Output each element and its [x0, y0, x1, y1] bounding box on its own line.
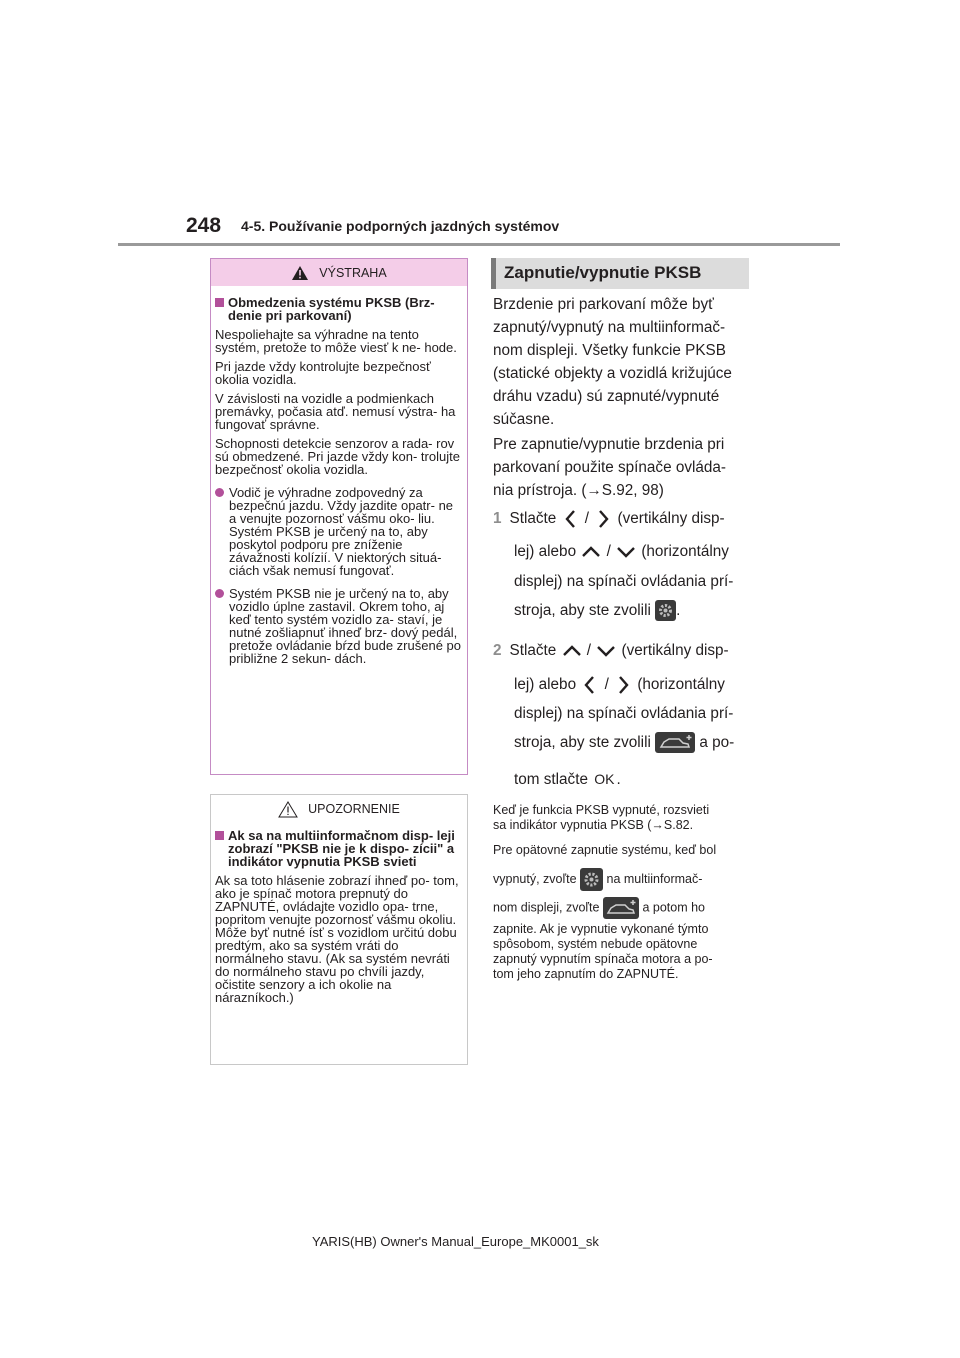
- step-number: 2: [493, 642, 502, 659]
- intro-line: Brzdenie pri parkovaní môže byť: [493, 296, 714, 313]
- round-bullet-icon: [215, 488, 224, 497]
- step1-line1: [493, 508, 725, 530]
- ok-button-icon: OK: [594, 771, 615, 787]
- square-bullet-icon: [215, 831, 224, 840]
- warning-heading-text: Obmedzenia systému PKSB (Brz- denie pri parkovaní): [228, 295, 435, 323]
- warning-bullet: [215, 587, 463, 665]
- chevron-up-icon: [561, 642, 583, 660]
- caution-header: [211, 795, 467, 823]
- para2-line: Pre zapnutie/vypnutie brzdenia pri: [493, 436, 725, 453]
- chevron-up-icon: [580, 543, 602, 561]
- warning-paragraph: V závislosti na vozidle a podmienkach premávky, počasia atď. nemusí výstra- ha fungovať správne.: [215, 391, 456, 432]
- page-number: 248: [186, 214, 222, 237]
- slash: /: [586, 642, 592, 659]
- step-text: stroja, aby ste zvolili: [514, 602, 651, 619]
- step2-line3: displej) na spínači ovládania prí-: [514, 705, 734, 722]
- header-rule: [118, 243, 840, 246]
- note2-line: zapnite. Ak je vypnutie vykonané týmto: [493, 922, 709, 936]
- step-text: a po-: [699, 734, 735, 751]
- warning-heading: [215, 296, 463, 322]
- intro-line: zapnutý/vypnutý na multiinformač-: [493, 319, 726, 336]
- warning-header: [211, 259, 467, 286]
- step-text: Stlačte: [509, 510, 557, 528]
- caution-heading: [215, 829, 463, 868]
- note2-line: spôsobom, systém nebude opätovne: [493, 937, 698, 951]
- warning-triangle-icon: [291, 265, 309, 281]
- intro-line: dráhu vzadu) sú zapnuté/vypnuté: [493, 388, 720, 405]
- note1-line: Keď je funkcia PKSB vypnuté, rozsvieti: [493, 803, 710, 817]
- intro-line: (statické objekty a vozidlá križujúce: [493, 365, 732, 382]
- warning-bullet-text: Vodič je výhradne zodpovedný za bezpečnú jazdu. Vždy jazdite opatr- ne a venujte pozornosť vášmu oko- liu. Systém PKSB je určený na to, aby poskytol podporu pre zníženie závažnosti kolízií. V niektorých situá- ciách však nemusí fungovať.: [229, 485, 454, 578]
- note2-line: [493, 897, 705, 919]
- step-text: lej) alebo: [514, 676, 577, 694]
- intro-line: súčasne.: [493, 411, 555, 428]
- note2-line: tom jeho zapnutím do ZAPNUTÉ.: [493, 967, 679, 981]
- step-text: tom stlačte: [514, 771, 588, 788]
- step-text: (horizontálny: [641, 543, 729, 560]
- step-text: stroja, aby ste zvolili: [514, 734, 651, 751]
- chevron-right-icon: [613, 674, 633, 696]
- step2-line1: [493, 640, 729, 662]
- step-text: (horizontálny: [637, 676, 725, 694]
- slash: /: [604, 676, 609, 694]
- step2-line4: [514, 732, 734, 754]
- square-bullet-icon: [215, 298, 224, 307]
- para2-line: nia prístroja. (→S.92, 98): [493, 482, 664, 499]
- note-text: vypnutý, zvoľte: [493, 871, 577, 886]
- chevron-right-icon: [593, 508, 613, 530]
- step1-line2: [514, 541, 729, 563]
- chevron-down-icon: [615, 543, 637, 561]
- step-text: (vertikálny disp-: [621, 642, 729, 659]
- caution-box: [210, 794, 468, 1065]
- warning-paragraph: Schopnosti detekcie senzorov a rada- rov sú obmedzené. Pri jazde vždy kon- trolujte bezpečnosť okolia vozidla.: [215, 436, 460, 477]
- gear-settings-icon: [655, 600, 676, 621]
- pksb-car-icon: [603, 897, 639, 919]
- note1-line: sa indikátor vypnutia PKSB (→S.82.: [493, 818, 694, 832]
- caution-heading-text: Ak sa na multiinformačnom disp- leji zobrazí "PKSB nie je k dispo- zícii" a indikátor vypnutia PKSB svieti: [228, 828, 455, 869]
- step-text: lej) alebo: [514, 543, 577, 560]
- note-text: nom displeji, zvoľte: [493, 900, 600, 915]
- round-bullet-icon: [215, 589, 224, 598]
- note-text: na multiinformač-: [606, 871, 703, 886]
- slash: /: [584, 510, 590, 528]
- warning-bullet-text: Systém PKSB nie je určený na to, aby vozidlo úplne zastavil. Okrem toho, aj keď tento systém vozidlo za- staví, je nutné zošliapnuť ihneď brz- dový pedál, pretože ovládanie bŕzd bude zrušené po približne 2 sekun- dách.: [229, 586, 461, 666]
- step1-line3: displej) na spínači ovládania prí-: [514, 573, 734, 590]
- step2-line5: [514, 768, 621, 791]
- note-text: a potom ho: [642, 900, 705, 915]
- step-text: Stlačte: [509, 642, 557, 659]
- note2-line: Pre opätovné zapnutie systému, keď bol: [493, 843, 717, 857]
- warning-paragraph: Pri jazde vždy kontrolujte bezpečnosť okolia vozidla.: [215, 359, 431, 387]
- step-text: .: [616, 771, 621, 788]
- warning-body: [215, 296, 463, 665]
- caution-triangle-icon: [278, 801, 298, 818]
- warning-box: [210, 258, 468, 775]
- para2-line: parkovaní použite spínače ovláda-: [493, 459, 727, 476]
- pksb-car-icon: [655, 732, 695, 753]
- step-text: (vertikálny disp-: [617, 510, 725, 528]
- note2-line: zapnutý vypnutím spínača motora a po-: [493, 952, 713, 966]
- chevron-left-icon: [561, 508, 581, 530]
- footer-text: YARIS(HB) Owner's Manual_Europe_MK0001_sk: [312, 1234, 599, 1249]
- step-number: 1: [493, 510, 502, 528]
- step-text: .: [676, 602, 681, 619]
- caution-paragraph: Ak sa toto hlásenie zobrazí ihneď po- tom, ako je spínač motora prepnutý do ZAPNUTÉ, ovládajte vozidlo opa- trne, popritom venujte pozornosť vášmu okoliu. Môže byť nutné ísť s vozidlom určitú dobu predtým, ako sa systém vráti do normálneho stavu. (Ak sa systém nevráti do normálneho stavu po chvíli jazdy, očistite senzory a ich okolie na nárazníkoch.): [215, 873, 459, 1005]
- warning-paragraph: Nespoliehajte sa výhradne na tento systém, pretože to môže viesť k ne- hode.: [215, 327, 457, 355]
- warning-bullet: [215, 486, 463, 577]
- chevron-down-icon: [595, 642, 617, 660]
- caution-title: UPOZORNENIE: [308, 802, 400, 816]
- caution-body: [215, 829, 463, 1010]
- note2-line: [493, 868, 702, 891]
- step2-line2: [514, 674, 725, 696]
- slash: /: [606, 543, 611, 560]
- warning-title: VÝSTRAHA: [319, 265, 387, 280]
- gear-settings-icon: [580, 868, 603, 891]
- section-heading: Zapnutie/vypnutie PKSB: [491, 258, 749, 289]
- step1-line4: [514, 600, 680, 622]
- section-title: 4-5. Používanie podporných jazdných systémov: [241, 218, 560, 234]
- chevron-left-icon: [580, 674, 600, 696]
- intro-line: nom displeji. Všetky funkcie PKSB: [493, 342, 726, 359]
